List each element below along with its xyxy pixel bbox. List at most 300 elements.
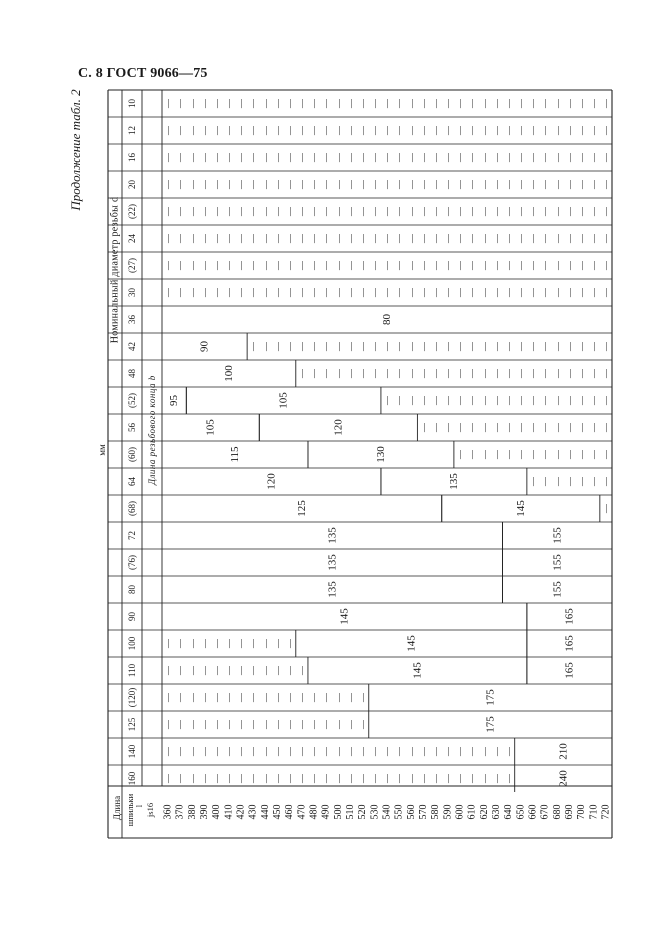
dash-cell: — <box>600 99 611 108</box>
dash-cell: — <box>199 693 210 702</box>
dash-cell: — <box>236 126 247 135</box>
dash-cell: — <box>479 288 490 297</box>
diameter-label: (52) <box>127 393 137 408</box>
dash-cell: — <box>309 720 320 729</box>
dash-cell: — <box>345 261 356 270</box>
dash-cell: — <box>248 342 259 351</box>
dash-cell: — <box>369 153 380 162</box>
dash-cell: — <box>223 261 234 270</box>
dash-cell: — <box>345 99 356 108</box>
dash-cell: — <box>552 99 563 108</box>
dash-cell: — <box>564 423 575 432</box>
dash-cell: — <box>382 342 392 351</box>
dash-cell: — <box>576 477 587 486</box>
dash-cell: — <box>442 396 453 405</box>
dash-cell: — <box>163 261 174 270</box>
dash-cell: — <box>527 234 538 243</box>
dash-cell: — <box>236 747 247 756</box>
dash-cell: — <box>211 693 222 702</box>
dash-cell: — <box>272 261 283 270</box>
diameter-label: (60) <box>127 447 137 462</box>
length-label: 460 <box>284 804 296 820</box>
dash-cell: — <box>223 693 234 702</box>
length-label: 620 <box>478 804 490 820</box>
dash-cell: — <box>600 342 611 351</box>
block-value: 120 <box>332 419 345 436</box>
length-label: 680 <box>551 804 563 820</box>
dash-cell: — <box>357 99 368 108</box>
dash-cell: — <box>223 288 234 297</box>
dash-cell: — <box>223 99 234 108</box>
dash-cell: — <box>345 288 356 297</box>
dash-cell: — <box>576 99 587 108</box>
length-label: 650 <box>515 804 527 820</box>
dash-cell: — <box>491 396 502 405</box>
dash-cell: — <box>248 720 259 729</box>
dash-cell: — <box>442 180 453 189</box>
block-value: 80 <box>381 314 393 325</box>
dash-cell: — <box>588 126 599 135</box>
dash-cell: — <box>236 153 247 162</box>
dash-cell: — <box>540 477 551 486</box>
diameter-label: (68) <box>127 501 137 516</box>
dash-cell: — <box>564 99 575 108</box>
dash-cell: — <box>588 450 599 459</box>
length-label: 390 <box>199 804 211 820</box>
dash-cell: — <box>467 261 478 270</box>
dash-cell: — <box>272 288 283 297</box>
dash-cell: — <box>321 153 332 162</box>
dash-cell: — <box>491 342 502 351</box>
dash-cell: — <box>260 234 271 243</box>
dash-cell: — <box>479 126 490 135</box>
dash-cell: — <box>430 396 441 405</box>
dash-cell: — <box>284 207 295 216</box>
length-label: 420 <box>235 804 247 820</box>
dash-cell: — <box>187 720 198 729</box>
dash-cell: — <box>284 153 295 162</box>
dash-cell: — <box>454 261 465 270</box>
dash-cell: — <box>382 396 392 405</box>
dash-cell: — <box>600 396 611 405</box>
dash-cell: — <box>467 396 478 405</box>
dash-cell: — <box>479 99 490 108</box>
dash-cell: — <box>406 261 417 270</box>
dash-cell: — <box>394 180 405 189</box>
block-value: 145 <box>411 662 424 679</box>
dash-cell: — <box>527 423 538 432</box>
length-label: 400 <box>211 804 223 820</box>
dash-cell: — <box>260 99 271 108</box>
dash-cell: — <box>406 234 417 243</box>
block-value: 155 <box>551 581 564 598</box>
dash-cell: — <box>260 207 271 216</box>
dash-cell: — <box>223 234 234 243</box>
dash-cell: — <box>454 423 465 432</box>
length-label: 380 <box>186 804 198 820</box>
dash-cell: — <box>236 288 247 297</box>
length-label: 670 <box>539 804 551 820</box>
dash-cell: — <box>515 450 526 459</box>
dash-cell: — <box>491 369 502 378</box>
dash-cell: — <box>236 99 247 108</box>
dash-cell: — <box>199 261 210 270</box>
dash-cell: — <box>223 774 234 783</box>
dash-cell: — <box>321 369 332 378</box>
dash-cell: — <box>600 207 611 216</box>
dash-cell: — <box>552 207 563 216</box>
dash-cell: — <box>454 207 465 216</box>
dash-cell: — <box>527 450 538 459</box>
dash-cell: — <box>394 774 405 783</box>
dash-cell: — <box>552 288 563 297</box>
dash-cell: — <box>515 369 526 378</box>
dash-cell: — <box>515 126 526 135</box>
dash-cell: — <box>406 747 417 756</box>
dash-cell: — <box>600 423 611 432</box>
dash-cell: — <box>467 747 478 756</box>
dash-cell: — <box>479 450 490 459</box>
dash-cell: — <box>175 153 186 162</box>
dash-cell: — <box>430 288 441 297</box>
dash-cell: — <box>199 207 210 216</box>
dash-cell: — <box>418 153 429 162</box>
dash-cell: — <box>588 423 599 432</box>
dash-cell: — <box>564 207 575 216</box>
dash-cell: — <box>321 180 332 189</box>
dash-cell: — <box>296 693 307 702</box>
length-label: 540 <box>381 804 393 820</box>
dash-cell: — <box>175 126 186 135</box>
dash-cell: — <box>357 369 368 378</box>
dash-cell: — <box>163 288 174 297</box>
dash-cell: — <box>175 261 186 270</box>
dash-cell: — <box>600 288 611 297</box>
dash-cell: — <box>345 342 356 351</box>
dash-cell: — <box>175 288 186 297</box>
dash-cell: — <box>345 747 356 756</box>
dash-cell: — <box>296 342 307 351</box>
dash-cell: — <box>211 639 222 648</box>
dash-cell: — <box>564 180 575 189</box>
block-value: 145 <box>338 608 351 625</box>
dash-cell: — <box>552 342 563 351</box>
dash-cell: — <box>576 342 587 351</box>
diameter-label: 56 <box>127 423 137 432</box>
dash-cell: — <box>187 261 198 270</box>
dash-cell: — <box>540 288 551 297</box>
dash-cell: — <box>296 261 307 270</box>
dash-cell: — <box>163 126 174 135</box>
dash-cell: — <box>479 261 490 270</box>
block-value: 155 <box>551 527 564 544</box>
dash-cell: — <box>296 126 307 135</box>
dash-cell: — <box>467 369 478 378</box>
dash-cell: — <box>382 99 392 108</box>
dash-cell: — <box>467 450 478 459</box>
dash-cell: — <box>552 234 563 243</box>
dash-cell: — <box>236 207 247 216</box>
dash-cell: — <box>199 288 210 297</box>
dash-cell: — <box>552 369 563 378</box>
dash-cell: — <box>272 153 283 162</box>
dash-cell: — <box>163 153 174 162</box>
dash-cell: — <box>272 720 283 729</box>
dash-cell: — <box>467 774 478 783</box>
block-value: 135 <box>326 527 339 544</box>
block-value: 135 <box>326 554 339 571</box>
dash-cell: — <box>309 747 320 756</box>
dash-cell: — <box>503 99 514 108</box>
dash-cell: — <box>248 747 259 756</box>
dash-cell: — <box>564 126 575 135</box>
dash-cell: — <box>333 369 344 378</box>
dash-cell: — <box>442 126 453 135</box>
dash-cell: — <box>454 774 465 783</box>
dash-cell: — <box>369 747 380 756</box>
dash-cell: — <box>479 207 490 216</box>
dash-cell: — <box>418 774 429 783</box>
block-value: 120 <box>265 473 278 490</box>
block-value: 90 <box>198 341 211 352</box>
dash-cell: — <box>576 261 587 270</box>
dash-cell: — <box>515 288 526 297</box>
dash-cell: — <box>357 234 368 243</box>
diameter-label: (120) <box>127 687 137 708</box>
dash-cell: — <box>260 693 271 702</box>
dash-cell: — <box>491 774 502 783</box>
dash-cell: — <box>406 207 417 216</box>
dash-cell: — <box>454 99 465 108</box>
dash-cell: — <box>272 774 283 783</box>
dash-cell: — <box>442 153 453 162</box>
dash-cell: — <box>163 666 174 675</box>
dash-cell: — <box>588 234 599 243</box>
length-label: 640 <box>503 804 515 820</box>
dash-cell: — <box>333 693 344 702</box>
dash-cell: — <box>564 396 575 405</box>
dash-cell: — <box>394 207 405 216</box>
block-value: 240 <box>557 770 570 787</box>
dash-cell: — <box>540 99 551 108</box>
dash-cell: — <box>515 99 526 108</box>
block-value: 125 <box>295 500 308 517</box>
dash-cell: — <box>175 774 186 783</box>
dash-cell: — <box>309 693 320 702</box>
dash-cell: — <box>296 774 307 783</box>
dash-cell: — <box>272 180 283 189</box>
dash-cell: — <box>211 747 222 756</box>
dash-cell: — <box>369 234 380 243</box>
dash-cell: — <box>588 288 599 297</box>
dash-cell: — <box>187 639 198 648</box>
dash-cell: — <box>418 261 429 270</box>
dash-cell: — <box>576 369 587 378</box>
dash-cell: — <box>394 234 405 243</box>
dash-cell: — <box>503 126 514 135</box>
diameter-label: 16 <box>127 153 137 162</box>
dash-cell: — <box>527 153 538 162</box>
dash-cell: — <box>260 774 271 783</box>
dash-cell: — <box>223 153 234 162</box>
dash-cell: — <box>333 747 344 756</box>
diameter-label: (22) <box>127 204 137 219</box>
dash-cell: — <box>321 774 332 783</box>
dash-cell: — <box>394 747 405 756</box>
dash-cell: — <box>576 234 587 243</box>
dash-cell: — <box>527 342 538 351</box>
dash-cell: — <box>540 153 551 162</box>
dash-cell: — <box>248 207 259 216</box>
dash-cell: — <box>576 396 587 405</box>
dash-cell: — <box>430 747 441 756</box>
dash-cell: — <box>345 774 356 783</box>
dash-cell: — <box>296 369 307 378</box>
dash-cell: — <box>564 450 575 459</box>
dash-cell: — <box>321 261 332 270</box>
dash-cell: — <box>284 774 295 783</box>
dash-cell: — <box>260 288 271 297</box>
dash-cell: — <box>418 126 429 135</box>
dash-cell: — <box>357 180 368 189</box>
dash-cell: — <box>527 369 538 378</box>
continuation-text: Продолжение табл. 2 <box>68 89 83 211</box>
dash-cell: — <box>199 234 210 243</box>
dash-cell: — <box>296 99 307 108</box>
length-label: 360 <box>162 804 174 820</box>
dash-cell: — <box>199 666 210 675</box>
dash-cell: — <box>175 99 186 108</box>
dash-cell: — <box>369 342 380 351</box>
dash-cell: — <box>479 180 490 189</box>
dash-cell: — <box>479 342 490 351</box>
dash-cell: — <box>540 423 551 432</box>
dash-cell: — <box>540 207 551 216</box>
dash-cell: — <box>309 126 320 135</box>
dash-cell: — <box>163 774 174 783</box>
dash-cell: — <box>442 234 453 243</box>
dash-cell: — <box>211 99 222 108</box>
dash-cell: — <box>540 234 551 243</box>
dash-cell: — <box>503 207 514 216</box>
diameter-label: 42 <box>127 342 137 351</box>
length-label: 410 <box>223 804 235 820</box>
length-label: 550 <box>393 804 405 820</box>
dash-cell: — <box>211 666 222 675</box>
dash-cell: — <box>272 234 283 243</box>
dash-cell: — <box>564 477 575 486</box>
dash-cell: — <box>187 774 198 783</box>
length-label: 510 <box>345 804 357 820</box>
dash-cell: — <box>576 423 587 432</box>
dash-cell: — <box>418 207 429 216</box>
dash-cell: — <box>418 180 429 189</box>
dash-cell: — <box>296 153 307 162</box>
dash-cell: — <box>600 234 611 243</box>
dash-cell: — <box>236 180 247 189</box>
length-label: 370 <box>174 804 186 820</box>
dash-cell: — <box>552 450 563 459</box>
dash-cell: — <box>333 126 344 135</box>
dash-cell: — <box>163 99 174 108</box>
block-value: 95 <box>168 395 181 406</box>
block-value: 135 <box>447 473 460 490</box>
dash-cell: — <box>260 126 271 135</box>
dash-cell: — <box>382 180 392 189</box>
dash-cell: — <box>540 180 551 189</box>
dash-cell: — <box>211 126 222 135</box>
dash-cell: — <box>369 288 380 297</box>
dash-cell: — <box>260 153 271 162</box>
length-label: 490 <box>320 804 332 820</box>
dash-cell: — <box>187 666 198 675</box>
dash-cell: — <box>211 234 222 243</box>
length-label: 610 <box>466 804 478 820</box>
page-number: С. 8 <box>78 66 103 81</box>
dash-cell: — <box>600 450 611 459</box>
dash-cell: — <box>430 180 441 189</box>
dash-cell: — <box>199 639 210 648</box>
diameter-label: (76) <box>127 555 137 570</box>
dash-cell: — <box>382 207 392 216</box>
dash-cell: — <box>187 153 198 162</box>
dash-cell: — <box>540 450 551 459</box>
diameter-header: Номинальный диаметр резьбы d <box>109 196 121 344</box>
dash-cell: — <box>357 720 368 729</box>
block-value: 175 <box>484 716 497 733</box>
dash-cell: — <box>564 288 575 297</box>
dash-cell: — <box>296 747 307 756</box>
dash-cell: — <box>309 342 320 351</box>
dash-cell: — <box>588 396 599 405</box>
dash-cell: — <box>345 369 356 378</box>
diameter-label: 125 <box>127 717 137 732</box>
dash-cell: — <box>284 234 295 243</box>
dash-cell: — <box>199 126 210 135</box>
dash-cell: — <box>296 288 307 297</box>
dash-cell: — <box>284 180 295 189</box>
dash-cell: — <box>454 153 465 162</box>
dash-cell: — <box>479 369 490 378</box>
dash-cell: — <box>211 180 222 189</box>
dash-cell: — <box>540 396 551 405</box>
block-value: 105 <box>204 419 217 436</box>
dash-cell: — <box>223 207 234 216</box>
diameter-label: 64 <box>127 477 137 486</box>
dash-cell: — <box>309 774 320 783</box>
dash-cell: — <box>309 369 320 378</box>
dash-cell: — <box>236 720 247 729</box>
dash-cell: — <box>552 396 563 405</box>
dash-cell: — <box>442 288 453 297</box>
dash-cell: — <box>527 396 538 405</box>
dash-cell: — <box>503 450 514 459</box>
block-value: 145 <box>514 500 527 517</box>
dash-cell: — <box>527 99 538 108</box>
dash-cell: — <box>175 180 186 189</box>
dash-cell: — <box>588 99 599 108</box>
block-value: 100 <box>222 365 235 382</box>
dash-cell: — <box>442 774 453 783</box>
dash-cell: — <box>260 747 271 756</box>
dash-cell: — <box>272 666 283 675</box>
dash-cell: — <box>430 423 441 432</box>
dash-cell: — <box>588 342 599 351</box>
dash-cell: — <box>369 261 380 270</box>
dash-cell: — <box>321 747 332 756</box>
dash-cell: — <box>540 342 551 351</box>
dash-cell: — <box>515 207 526 216</box>
